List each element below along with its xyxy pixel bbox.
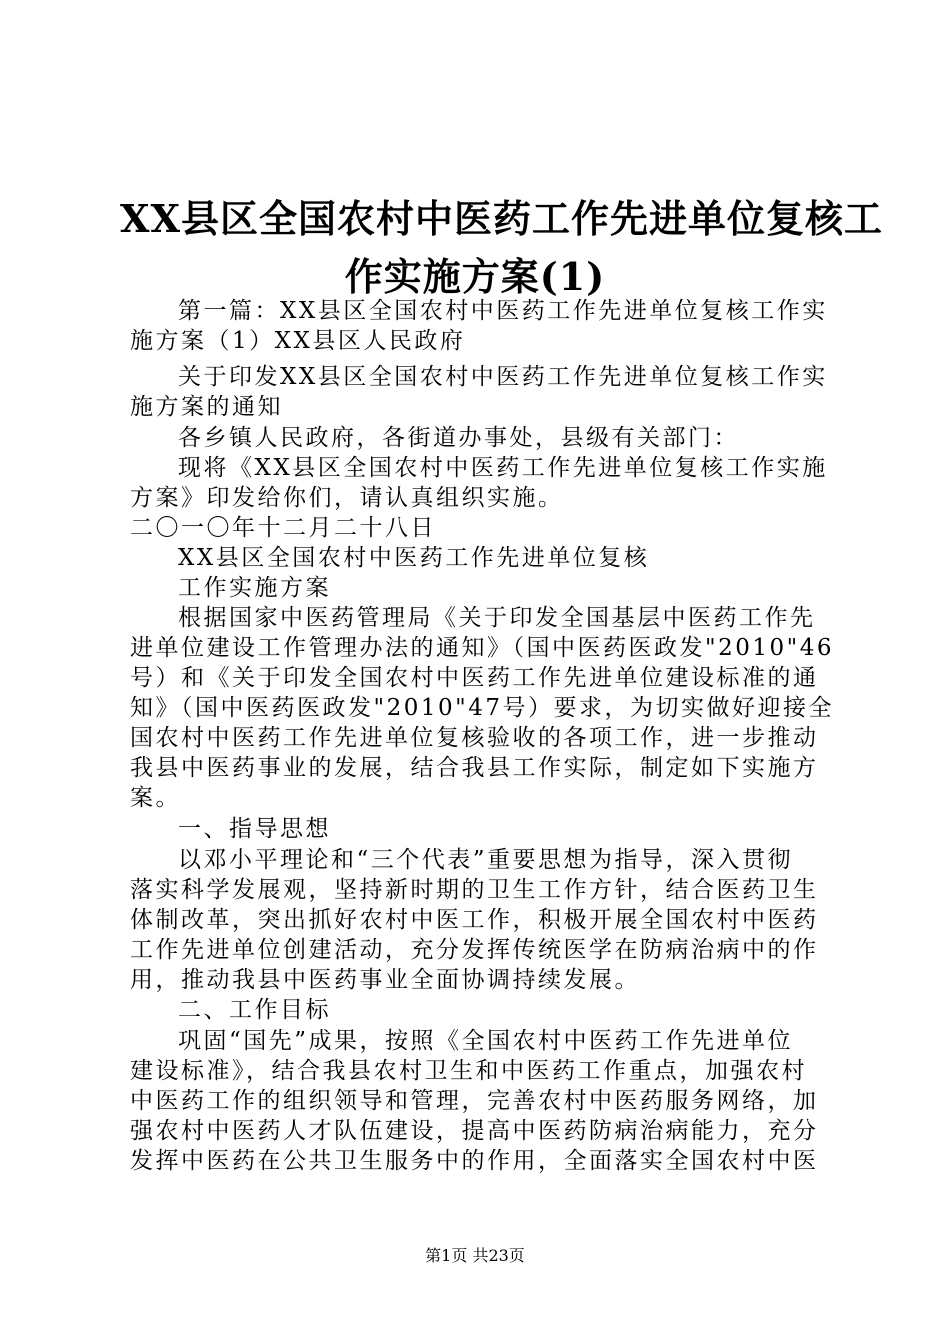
body-line: 工作实施方案 [178,575,331,601]
body-line: 各乡镇人民政府，各街道办事处，县级有关部门： [178,425,739,451]
body-line: 第一篇：XX县区全国农村中医药工作先进单位复核工作实 [178,298,828,324]
date-line: 二〇一〇年十二月二十八日 [130,515,436,541]
body-line: 建设标准》，结合我县农村卫生和中医药工作重点，加强农村 [130,1058,807,1084]
body-line: 进单位建设工作管理办法的通知》（国中医药医政发"2010"46 [130,635,834,661]
body-line: 根据国家中医药管理局《关于印发全国基层中医药工作先 [178,605,816,631]
body-line: 方案》印发给你们，请认真组织实施。 [130,485,564,511]
body-line: 施方案的通知 [130,394,283,420]
body-line: 关于印发XX县区全国农村中医药工作先进单位复核工作实 [178,364,828,390]
section-heading: 二、工作目标 [178,997,331,1023]
body-line: 落实科学发展观，坚持新时期的卫生工作方针，结合医药卫生 [130,877,819,903]
body-line: 我县中医药事业的发展，结合我县工作实际，制定如下实施方 [130,755,819,781]
section-heading: 一、指导思想 [178,816,331,842]
body-line: 国农村中医药工作先进单位复核验收的各项工作，进一步推动 [130,725,819,751]
document-title-line-2: 作实施方案(1) [344,254,606,299]
body-line: 现将《XX县区全国农村中医药工作先进单位复核工作实施 [178,455,828,481]
body-line: 施方案（1）XX县区人民政府 [130,328,466,354]
body-line: 案。 [130,785,181,811]
body-line: 以邓小平理论和“三个代表”重要思想为指导，深入贯彻 [178,847,794,873]
body-line: 体制改革，突出抓好农村中医工作，积极开展全国农村中医药 [130,907,819,933]
page-footer: 第1页 共23页 [425,1246,525,1265]
body-line: 用，推动我县中医药事业全面协调持续发展。 [130,967,640,993]
body-line: 巩固“国先”成果，按照《全国农村中医药工作先进单位 [178,1028,794,1054]
document-title-line-1: XX县区全国农村中医药工作先进单位复核工 [120,196,883,241]
body-line: 中医药工作的组织领导和管理，完善农村中医药服务网络，加 [130,1088,819,1114]
body-line: 号）和《关于印发全国农村中医药工作先进单位建设标准的通 [130,665,819,691]
body-line: 工作先进单位创建活动，充分发挥传统医学在防病治病中的作 [130,937,819,963]
body-line: 发挥中医药在公共卫生服务中的作用，全面落实全国农村中医 [130,1148,819,1174]
body-line: 强农村中医药人才队伍建设，提高中医药防病治病能力，充分 [130,1118,819,1144]
body-line: 知》（国中医药医政发"2010"47号）要求，为切实做好迎接全 [130,695,834,721]
body-line: XX县区全国农村中医药工作先进单位复核 [178,545,650,571]
